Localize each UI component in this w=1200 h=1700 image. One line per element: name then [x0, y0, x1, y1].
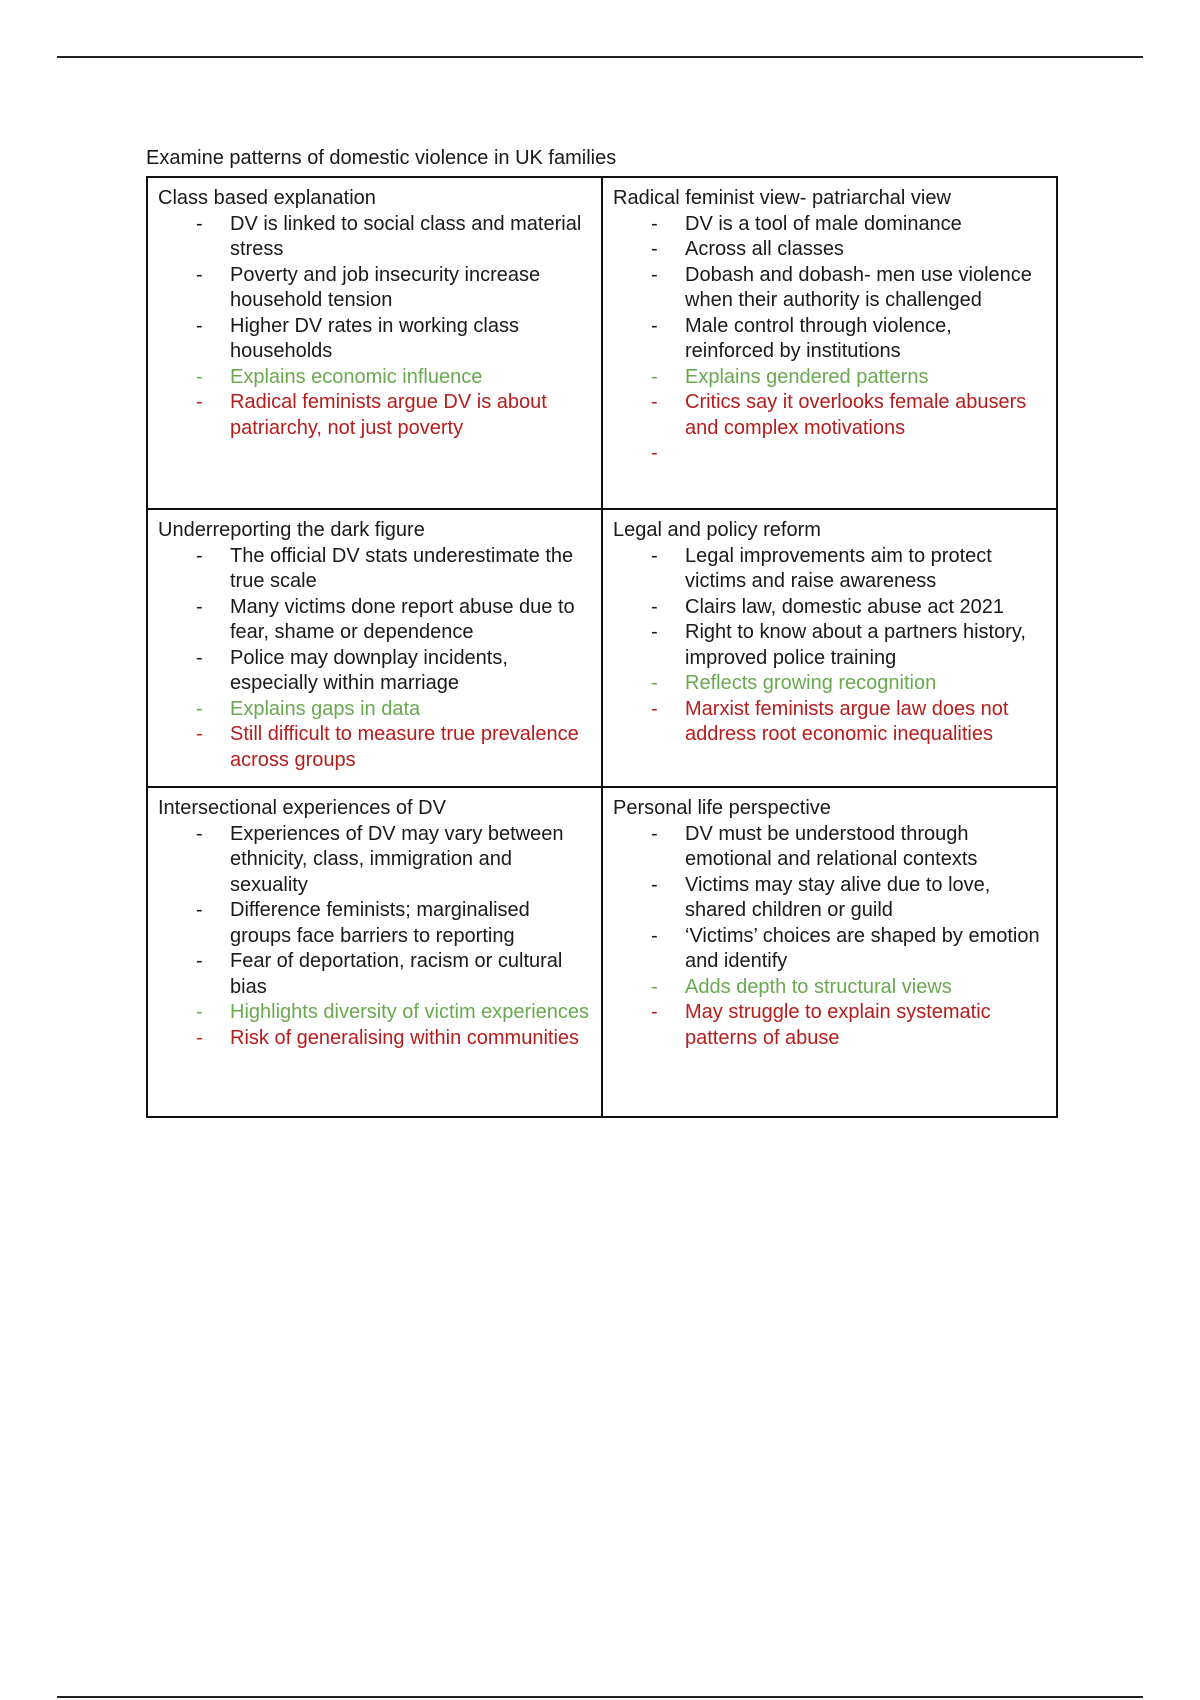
bullet-dash-icon: - [651, 365, 658, 388]
list-item-point [158, 544, 591, 595]
list-item-text: The official DV stats underestimate the true scale [230, 544, 574, 592]
list-item-text: Marxist feminists argue law does not address root economic inequalities [685, 697, 1009, 745]
list-item-text: Explains gaps in data [230, 697, 421, 720]
list-item-text: Victims may stay alive due to love, shared children or guild [685, 873, 991, 921]
essay-plan-table [146, 176, 1058, 1118]
list-item-text: Male control through violence, reinforced by institutions [685, 314, 952, 362]
list-item-text: Explains gendered patterns [685, 365, 929, 388]
list-item-text: Police may downplay incidents, especially within marriage [230, 646, 508, 694]
bullet-dash-icon: - [651, 238, 658, 260]
list-item-text: Across all classes [685, 238, 844, 260]
bullet-dash-icon: - [196, 950, 203, 972]
list-item-text: Still difficult to measure true prevalence across groups [230, 723, 579, 771]
list-item-strength [158, 365, 591, 391]
list-item-text: Fear of deportation, racism or cultural bias [230, 950, 563, 998]
cell-class-based-explanation [147, 177, 602, 509]
list-item-criticism [613, 1000, 1046, 1051]
list-item-criticism [158, 722, 591, 773]
bullet-dash-icon: - [651, 975, 658, 998]
list-item-text: Many victims done report abuse due to fear, shame or dependence [230, 595, 575, 643]
footer-rule [57, 1696, 1143, 1698]
list-item-criticism [613, 697, 1046, 748]
list-item-point [158, 822, 591, 899]
bullet-list [158, 822, 591, 1052]
bullet-dash-icon: - [196, 314, 203, 337]
list-item-text: Right to know about a partners history, improved police training [685, 621, 1026, 669]
list-item-criticism [158, 1026, 591, 1052]
list-item-point [613, 263, 1046, 314]
cell-heading: Personal life perspective [613, 797, 831, 819]
list-item-text: Poverty and job insecurity increase household tension [230, 263, 541, 311]
bullet-dash-icon: - [651, 212, 658, 235]
cell-personal-life-perspective [602, 787, 1057, 1117]
bullet-list [158, 544, 591, 774]
table-row [147, 177, 1057, 509]
list-item-strength [613, 671, 1046, 697]
bullet-dash-icon: - [196, 899, 203, 921]
list-item-strength [158, 1000, 591, 1026]
bullet-dash-icon: - [651, 391, 658, 413]
cell-heading: Legal and policy reform [613, 519, 821, 541]
list-item-text: Critics say it overlooks female abusers and complex motivations [685, 391, 1027, 439]
bullet-dash-icon: - [196, 595, 203, 618]
list-item-point [158, 898, 591, 949]
bullet-dash-icon: - [196, 544, 203, 567]
bullet-dash-icon: - [196, 723, 203, 745]
list-item-point [158, 646, 591, 697]
bullet-dash-icon: - [196, 391, 203, 413]
bullet-dash-icon: - [651, 621, 658, 643]
table-row [147, 509, 1057, 787]
list-item-point [613, 822, 1046, 873]
cell-heading: Radical feminist view- patriarchal view [613, 187, 951, 209]
bullet-dash-icon: - [651, 822, 658, 845]
bullet-dash-icon: - [651, 314, 658, 337]
list-item-text: May struggle to explain systematic patterns of abuse [685, 1001, 991, 1049]
bullet-dash-icon: - [651, 1001, 658, 1023]
bullet-dash-icon: - [196, 697, 203, 720]
list-item-point [613, 595, 1046, 621]
list-item-text: Radical feminists argue DV is about patriarchy, not just poverty [230, 391, 547, 439]
list-item-point [613, 544, 1046, 595]
list-item-criticism [158, 390, 591, 441]
list-item-point [613, 873, 1046, 924]
list-item-text: Reflects growing recognition [685, 672, 937, 694]
list-item-point [158, 263, 591, 314]
list-item-text: Dobash and dobash- men use violence when their authority is challenged [685, 263, 1032, 311]
list-item-point [613, 237, 1046, 263]
cell-radical-feminist-view [602, 177, 1057, 509]
bullet-list [613, 822, 1046, 1052]
cell-heading: Intersectional experiences of DV [158, 797, 446, 819]
list-item-text: ‘Victims’ choices are shaped by emotion and identify [685, 924, 1040, 972]
cell-heading: Underreporting the dark figure [158, 519, 425, 541]
bullet-dash-icon: - [651, 595, 658, 618]
bullet-dash-icon: - [196, 822, 203, 845]
bullet-dash-icon: - [651, 873, 658, 896]
list-item-point [158, 314, 591, 365]
list-item-text: Adds depth to structural views [685, 975, 952, 998]
list-item-criticism [613, 441, 1046, 467]
list-item-text: Experiences of DV may vary between ethnicity, class, immigration and sexuality [230, 822, 564, 896]
bullet-dash-icon: - [651, 672, 658, 694]
bullet-dash-icon: - [651, 544, 658, 567]
bullet-dash-icon: - [651, 924, 658, 947]
list-item-text: Legal improvements aim to protect victims and raise awareness [685, 544, 992, 592]
list-item-text: Higher DV rates in working class households [230, 314, 519, 362]
bullet-dash-icon: - [651, 263, 658, 286]
list-item-text: DV must be understood through emotional and relational contexts [685, 822, 978, 870]
list-item-strength [158, 697, 591, 723]
bullet-dash-icon: - [196, 1001, 203, 1023]
list-item-text: DV is linked to social class and material stress [230, 212, 582, 260]
list-item-point [613, 620, 1046, 671]
list-item-text: Highlights diversity of victim experiences [230, 1001, 590, 1023]
list-item-point [613, 212, 1046, 238]
list-item-point [158, 595, 591, 646]
header-rule [57, 56, 1143, 58]
list-item-point [158, 212, 591, 263]
list-item-strength [613, 365, 1046, 391]
bullet-list [158, 212, 591, 442]
cell-legal-policy-reform [602, 509, 1057, 787]
list-item-text: DV is a tool of male dominance [685, 212, 962, 235]
list-item-text: Risk of generalising within communities [230, 1026, 580, 1049]
list-item-point [613, 314, 1046, 365]
list-item-point [613, 924, 1046, 975]
cell-heading: Class based explanation [158, 187, 376, 209]
cell-underreporting [147, 509, 602, 787]
list-item-text: Explains economic influence [230, 365, 483, 388]
document-title: Examine patterns of domestic violence in UK families [146, 147, 617, 169]
bullet-dash-icon: - [196, 263, 203, 286]
list-item-text: Clairs law, domestic abuse act 2021 [685, 595, 1005, 618]
bullet-dash-icon: - [196, 1026, 203, 1049]
bullet-dash-icon: - [651, 442, 658, 464]
bullet-list [613, 544, 1046, 748]
list-item-strength [613, 975, 1046, 1001]
bullet-dash-icon: - [196, 212, 203, 235]
bullet-dash-icon: - [651, 697, 658, 720]
list-item-point [158, 949, 591, 1000]
bullet-dash-icon: - [196, 365, 203, 388]
list-item-criticism [613, 390, 1046, 441]
table-row [147, 787, 1057, 1117]
cell-intersectional-experiences [147, 787, 602, 1117]
bullet-dash-icon: - [196, 646, 203, 669]
list-item-text: Difference feminists; marginalised groups face barriers to reporting [230, 899, 530, 947]
bullet-list [613, 212, 1046, 467]
